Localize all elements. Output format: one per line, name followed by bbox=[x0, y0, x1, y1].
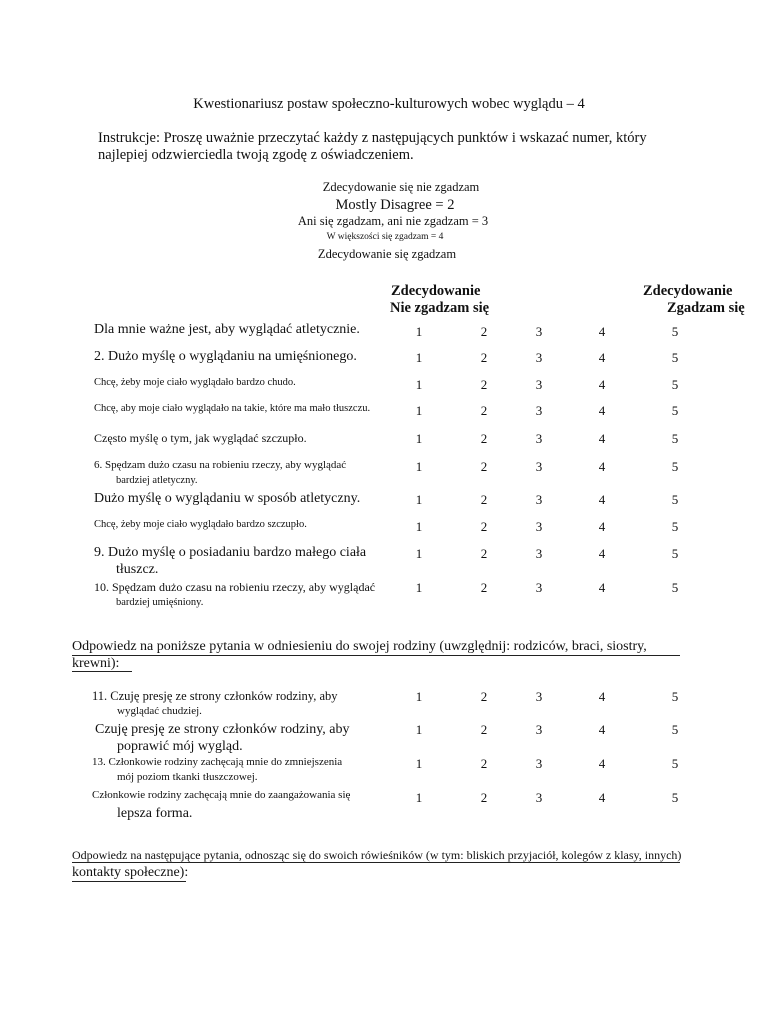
rating-1[interactable]: 1 bbox=[415, 350, 423, 365]
peers-heading-underline-2 bbox=[72, 881, 186, 882]
rating-3[interactable]: 3 bbox=[535, 722, 543, 737]
header-right-line-2: Zgadzam się bbox=[667, 300, 745, 316]
rating-2[interactable]: 2 bbox=[480, 546, 488, 561]
rating-5[interactable]: 5 bbox=[671, 580, 679, 595]
instructions-line-2: najlepiej odzwierciedla twoją zgodę z oświadczeniem. bbox=[98, 147, 414, 163]
question-text: Czuję presję ze strony członków rodziny, aby bbox=[95, 722, 350, 737]
rating-2[interactable]: 2 bbox=[480, 403, 488, 418]
family-heading-line-1: Odpowiedz na poniższe pytania w odniesieniu do swojej rodziny (uwzględnij: rodziców, braci, siostry, bbox=[72, 639, 647, 654]
rating-2[interactable]: 2 bbox=[480, 492, 488, 507]
rating-1[interactable]: 1 bbox=[415, 324, 423, 339]
rating-5[interactable]: 5 bbox=[671, 492, 679, 507]
rating-4[interactable]: 4 bbox=[598, 492, 606, 507]
rating-2[interactable]: 2 bbox=[480, 722, 488, 737]
family-heading-underline bbox=[72, 656, 132, 672]
rating-5[interactable]: 5 bbox=[671, 459, 679, 474]
rating-4[interactable]: 4 bbox=[598, 459, 606, 474]
rating-3[interactable]: 3 bbox=[535, 580, 543, 595]
rating-5[interactable]: 5 bbox=[671, 722, 679, 737]
rating-5[interactable]: 5 bbox=[671, 324, 679, 339]
question-text: Chcę, aby moje ciało wyglądało na takie, które ma mało tłuszczu. bbox=[94, 403, 371, 414]
rating-3[interactable]: 3 bbox=[535, 756, 543, 771]
rating-3[interactable]: 3 bbox=[535, 689, 543, 704]
question-text-continued: wyglądać chudziej. bbox=[117, 705, 202, 717]
rating-2[interactable]: 2 bbox=[480, 324, 488, 339]
legend-mostly-agree: W większości się zgadzam = 4 bbox=[326, 232, 444, 242]
rating-2[interactable]: 2 bbox=[480, 580, 488, 595]
rating-5[interactable]: 5 bbox=[671, 546, 679, 561]
question-text-continued: bardziej umięśniony. bbox=[116, 597, 204, 608]
rating-2[interactable]: 2 bbox=[480, 350, 488, 365]
rating-1[interactable]: 1 bbox=[415, 546, 423, 561]
rating-1[interactable]: 1 bbox=[415, 756, 423, 771]
question-text-continued: mój poziom tkanki tłuszczowej. bbox=[117, 771, 258, 783]
legend-neutral: Ani się zgadzam, ani nie zgadzam = 3 bbox=[297, 214, 489, 228]
rating-5[interactable]: 5 bbox=[671, 403, 679, 418]
instructions-line-1: Instrukcje: Proszę uważnie przeczytać każdy z następujących punktów i wskazać numer, który bbox=[98, 130, 647, 146]
rating-5[interactable]: 5 bbox=[671, 756, 679, 771]
question-text-continued: lepsza forma. bbox=[117, 806, 193, 821]
rating-2[interactable]: 2 bbox=[480, 431, 488, 446]
rating-1[interactable]: 1 bbox=[415, 722, 423, 737]
question-text: Chcę, żeby moje ciało wyglądało bardzo chudo. bbox=[94, 377, 296, 388]
rating-4[interactable]: 4 bbox=[598, 431, 606, 446]
rating-5[interactable]: 5 bbox=[671, 350, 679, 365]
rating-3[interactable]: 3 bbox=[535, 377, 543, 392]
rating-4[interactable]: 4 bbox=[598, 403, 606, 418]
header-right-line-1: Zdecydowanie bbox=[643, 283, 733, 299]
rating-4[interactable]: 4 bbox=[598, 689, 606, 704]
peers-heading-line-1: Odpowiedz na następujące pytania, odnosząc się do swoich rówieśników (w tym: bliskich przyjaciół, kolegów z klasy, innych) bbox=[72, 848, 682, 862]
question-text: 9. Dużo myślę o posiadaniu bardzo małego ciała bbox=[94, 545, 367, 560]
rating-1[interactable]: 1 bbox=[415, 689, 423, 704]
rating-1[interactable]: 1 bbox=[415, 431, 423, 446]
header-left-line-1: Zdecydowanie bbox=[391, 283, 481, 299]
rating-4[interactable]: 4 bbox=[598, 580, 606, 595]
legend-strongly-agree: Zdecydowanie się zgadzam bbox=[317, 247, 457, 261]
question-text: 10. Spędzam dużo czasu na robieniu rzeczy, aby wyglądać bbox=[94, 580, 376, 594]
family-heading-underline-1 bbox=[72, 655, 680, 656]
rating-5[interactable]: 5 bbox=[671, 519, 679, 534]
question-text-continued: bardziej atletyczny. bbox=[116, 475, 198, 486]
rating-3[interactable]: 3 bbox=[535, 403, 543, 418]
rating-1[interactable]: 1 bbox=[415, 403, 423, 418]
question-text: Dla mnie ważne jest, aby wyglądać atletycznie. bbox=[94, 322, 360, 337]
question-text: Często myślę o tym, jak wyglądać szczupło. bbox=[94, 431, 307, 445]
rating-1[interactable]: 1 bbox=[415, 790, 423, 805]
rating-2[interactable]: 2 bbox=[480, 519, 488, 534]
rating-2[interactable]: 2 bbox=[480, 377, 488, 392]
rating-4[interactable]: 4 bbox=[598, 790, 606, 805]
rating-1[interactable]: 1 bbox=[415, 377, 423, 392]
peers-heading-line-2: kontakty społeczne): bbox=[72, 865, 189, 880]
rating-4[interactable]: 4 bbox=[598, 350, 606, 365]
legend-mostly-disagree: Mostly Disagree = 2 bbox=[335, 197, 455, 213]
rating-3[interactable]: 3 bbox=[535, 492, 543, 507]
family-heading-line-2: krewni): bbox=[72, 656, 120, 671]
rating-3[interactable]: 3 bbox=[535, 459, 543, 474]
rating-3[interactable]: 3 bbox=[535, 546, 543, 561]
rating-5[interactable]: 5 bbox=[671, 431, 679, 446]
rating-1[interactable]: 1 bbox=[415, 580, 423, 595]
rating-2[interactable]: 2 bbox=[480, 790, 488, 805]
header-left-line-2: Nie zgadzam się bbox=[390, 300, 490, 316]
rating-3[interactable]: 3 bbox=[535, 324, 543, 339]
page-title: Kwestionariusz postaw społeczno-kulturowych wobec wyglądu – 4 bbox=[193, 96, 585, 112]
rating-1[interactable]: 1 bbox=[415, 459, 423, 474]
rating-5[interactable]: 5 bbox=[671, 790, 679, 805]
rating-2[interactable]: 2 bbox=[480, 459, 488, 474]
rating-4[interactable]: 4 bbox=[598, 519, 606, 534]
question-text: 2. Dużo myślę o wyglądaniu na umięśnionego. bbox=[94, 349, 357, 364]
question-text: 13. Członkowie rodziny zachęcają mnie do zmniejszenia bbox=[92, 756, 343, 768]
rating-2[interactable]: 2 bbox=[480, 689, 488, 704]
rating-3[interactable]: 3 bbox=[535, 790, 543, 805]
question-text-continued: poprawić mój wygląd. bbox=[117, 739, 243, 754]
rating-1[interactable]: 1 bbox=[415, 519, 423, 534]
peers-heading-underline bbox=[72, 862, 680, 863]
rating-5[interactable]: 5 bbox=[671, 689, 679, 704]
rating-3[interactable]: 3 bbox=[535, 350, 543, 365]
rating-4[interactable]: 4 bbox=[598, 546, 606, 561]
rating-4[interactable]: 4 bbox=[598, 722, 606, 737]
rating-3[interactable]: 3 bbox=[535, 519, 543, 534]
question-text: 11. Czuję presję ze strony członków rodziny, aby bbox=[92, 689, 338, 703]
question-text: Członkowie rodziny zachęcają mnie do zaangażowania się bbox=[92, 789, 351, 801]
question-text-continued: tłuszcz. bbox=[116, 562, 159, 577]
legend-strongly-disagree: Zdecydowanie się nie zgadzam bbox=[322, 180, 480, 194]
question-text: Chcę, żeby moje ciało wyglądało bardzo szczupło. bbox=[94, 519, 307, 530]
rating-4[interactable]: 4 bbox=[598, 324, 606, 339]
rating-4[interactable]: 4 bbox=[598, 377, 606, 392]
question-text: 6. Spędzam dużo czasu na robieniu rzeczy, aby wyglądać bbox=[94, 459, 347, 471]
rating-3[interactable]: 3 bbox=[535, 431, 543, 446]
rating-1[interactable]: 1 bbox=[415, 492, 423, 507]
rating-2[interactable]: 2 bbox=[480, 756, 488, 771]
rating-4[interactable]: 4 bbox=[598, 756, 606, 771]
rating-5[interactable]: 5 bbox=[671, 377, 679, 392]
question-text: Dużo myślę o wyglądaniu w sposób atletyczny. bbox=[94, 491, 361, 506]
